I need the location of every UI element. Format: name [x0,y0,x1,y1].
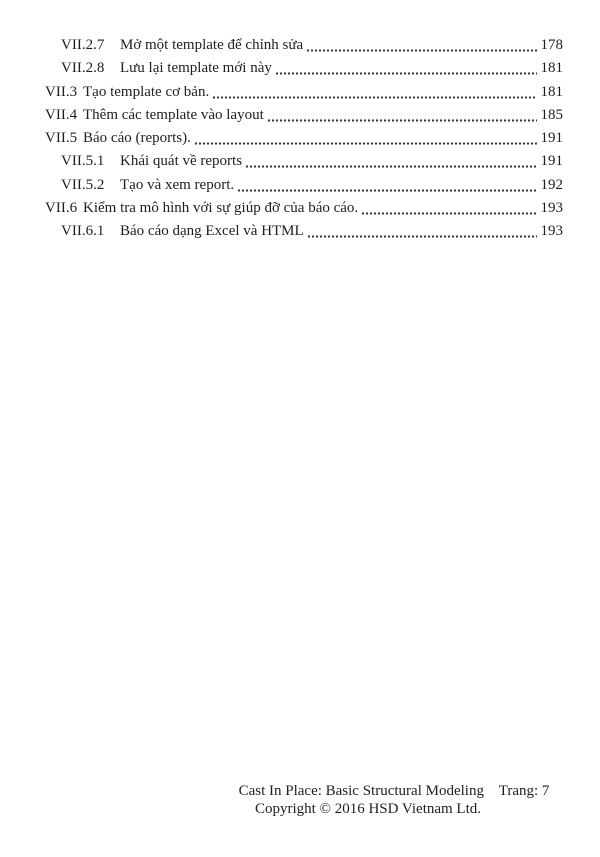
table-of-contents [0,34,600,244]
toc-entry[interactable] [0,57,600,80]
dot-leader [267,104,537,127]
toc-entry[interactable] [0,174,600,197]
toc-entry-title: Kiểm tra mô hình với sự giúp đỡ của báo cáo. [83,200,359,217]
toc-entry[interactable] [0,150,600,173]
toc-entry-page: 193 [540,223,563,240]
dot-leader [275,57,537,80]
toc-entry[interactable] [0,197,600,220]
footer-doc-title: Cast In Place: Basic Structural Modeling [238,783,484,799]
toc-entry[interactable] [0,220,600,243]
footer-page-number: Trang: 7 [498,783,550,799]
toc-entry-title: Tạo template cơ bản. [83,83,210,100]
toc-entry[interactable] [0,104,600,127]
toc-entry-title: Mở một template để chỉnh sửa [120,37,304,53]
toc-entry-number: VII.6.1 [61,223,105,240]
toc-entry-page: 193 [540,200,563,217]
dot-leader [306,34,537,57]
toc-entry-title: Báo cáo (reports). [83,130,191,147]
toc-entry-title: Tạo và xem report. [120,176,235,193]
footer-line-1 [239,782,550,800]
dot-leader [361,197,537,220]
dot-leader [245,150,537,173]
toc-entry-title: Thêm các template vào layout [83,106,264,123]
toc-entry-number: VII.2.8 [61,60,105,77]
toc-entry-page: 191 [540,153,563,170]
toc-entry[interactable] [0,81,600,104]
toc-entry-number: VII.3 [45,83,78,100]
footer-copyright: Copyright © 2016 HSD Vietnam Ltd. [254,801,482,817]
toc-entry[interactable] [0,127,600,150]
toc-entry-number: VII.6 [45,200,78,217]
toc-entry-number: VII.5.1 [61,153,105,170]
toc-entry-number: VII.5 [45,130,78,147]
toc-entry-page: 185 [540,106,563,123]
toc-entry-title: Lưu lại template mới này [120,60,272,77]
toc-entry-page: 181 [540,83,563,100]
dot-leader [212,81,537,104]
toc-entry-title: Khái quát về reports [120,153,243,170]
toc-entry-number: VII.2.7 [61,37,105,53]
toc-entry-page: 181 [540,60,563,77]
dot-leader [237,174,537,197]
toc-entry-number: VII.4 [45,106,78,123]
dot-leader [194,127,537,150]
toc-entry-title: Báo cáo dạng Excel và HTML [120,223,304,240]
toc-entry-page: 191 [540,130,563,147]
dot-leader [307,220,537,243]
toc-entry-page: 178 [540,37,563,53]
toc-entry-number: VII.5.2 [61,176,105,193]
toc-entry[interactable] [0,34,600,57]
toc-entry-page: 192 [540,176,563,193]
